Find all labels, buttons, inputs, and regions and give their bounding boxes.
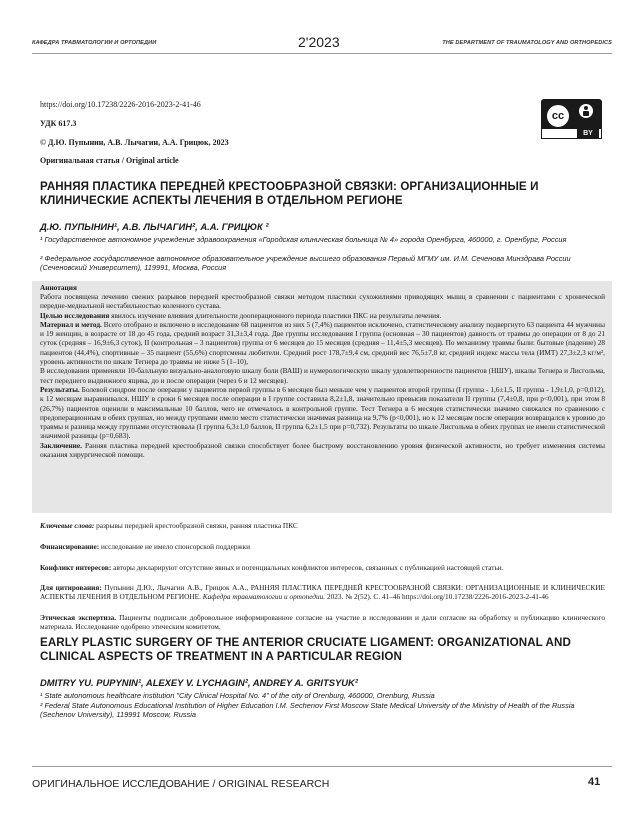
cc-license-badge[interactable] [541,99,602,139]
abstract-methods: Материал и метод. Всего отобрано и включено в исследование 68 пациентов из них 5 (7,4%) пациентов исключено, статистическому анализу подвергнуто 63 пациента 44 мужчины и 19 женщин, в возрасте от 18 до 45 года, средний возраст 31,3±3,4 года. Две группы исследования I группа (основная – 30 пациентов) давность от травмы до операции от 8 до 21 суток (средняя – 16,9±6,3 суток), II (контрольная – 3 пациентов) группа от 6 месяцев до 15 месяцев (средняя – 11,4±5,3 месяцев). По механизму травмы были: бытовые (падение) 28 пациентов (44,4%), спортивные – 35 пациент (55,6%) спортсмены любители. Средний рост 178,7±9,4 см, средний вес 76,5±7,8 кг, средний индекс массы тела (ИМТ) 27,3±2,3 кг/м², уровень активности по шкале Тегнера до травмы не ниже 5 (1–10), [40,319,605,367]
funding: Финансирование: исследование не имело спонсорской поддержки [40,542,250,551]
copyright: © Д.Ю. Пупынин, А.В. Лычагин, А.А. Грицюк, 2023 [40,138,229,147]
page-number: 41 [588,776,601,788]
affiliation-en-2: ² Federal State Autonomous Educational Institution of Higher Education I.M. Sechenov First Moscow State Medical University of the Ministry of Health of the Russia (Sechenov University), 119991 Moscow, Russia [40,701,575,720]
journal-name-en: THE DEPARTMENT OF TRAUMATOLOGY AND ORTHOPEDICS [442,40,612,46]
footer-divider [32,766,612,767]
abstract-heading [40,283,605,292]
abstract-conclusion: Заключение. Ранняя пластика передней крестообразной связки способствует более быстрому восстановлению уровня физической активности, но требует изменения системы оказания хирургической помощи. [40,440,605,460]
title-ru-line-2: КЛИНИЧЕСКИЕ АСПЕКТЫ ЛЕЧЕНИЯ В ОТДЕЛЬНОМ РЕГИОНЕ [40,194,403,207]
keywords: Ключевые слова: разрывы передней крестообразной связки, ранняя пластика ПКС [40,521,298,530]
affiliation-ru-2: ² Федеральное государственное автономное образовательное учреждение высшего образования Первый МГМУ им. И.М. Сеченова Минздрава России (Сеченовский Университет), 119991, Москва, Россия [40,254,571,273]
section-label: ОРИГИНАЛЬНОЕ ИССЛЕДОВАНИЕ / ORIGINAL RESEARCH [32,778,330,790]
by-label: BY [577,129,599,138]
udk: УДК 617.3 [40,119,77,128]
cc-icon: cc [545,103,571,129]
title-ru-line-1: РАННЯЯ ПЛАСТИКА ПЕРЕДНЕЙ КРЕСТООБРАЗНОЙ СВЯЗКИ: ОРГАНИЗАЦИОННЫЕ И [40,180,539,193]
abstract-body [40,292,605,459]
doi-link[interactable]: https://doi.org/10.17238/2226-2016-2023-2-41-46 [40,100,201,109]
title-en-line-1: EARLY PLASTIC SURGERY OF THE ANTERIOR CRUCIATE LIGAMENT: ORGANIZATIONAL AND [40,636,571,649]
journal-name-ru: КАФЕДРА ТРАВМАТОЛОГИИ И ОРТОПЕДИИ [32,40,157,46]
abstract-intro: Работа посвящена лечению свежих разрывов передней крестообразной связки методом пластики сухожилиями приводящих мышц в сравнении с пациентами с хронической передне-медиальной нестабильностью коленного сустава. [40,292,605,311]
title-en-line-2: CLINICAL ASPECTS OF TREATMENT IN A PARTICULAR REGION [40,650,403,663]
abstract-results: Результаты. Болевой синдром после операции у пациентов первой группы в 6 месяцев был меньше чем у пациентов второй группы (I группа - 1,6±1,5, II группа - 1,9±1,0, р=0,012), к 12 месяцам выравнивался. НШУ в сроки 6 месяцев после операции в I группе составила 8,2±1,8, значительно превысив показатели II группы (7,4±0,8, при р<0,001), при этом 8 (26,7%) пациентов оценили в максимальные 10 баллов, чего не отмечалось в контрольной группе. Тест Тегнера в 6 месяцев статистически значимо снижался по сравнению с предоперационным в обеих группах, но между группами имело место статистически значимая разница на 9,7% (р<0,001), но к 12 месяцам после операции возвращался к уровню до травмы и разница между группами отсутствовала (I группа 6,3±1,0 баллов, II группа 6,2±1,5 при р=0,732). Результаты по шкале Лисгольма в обеих группах не имели статистической значимой разницы (р=0,683). [40,384,605,441]
article-title-ru [40,180,605,208]
issue-number: 2'2023 [298,34,340,50]
header-divider [32,53,612,54]
affiliation-ru-1: ¹ Государственное автономное учреждение здравоохранения «Городская клиническая больница № 4» города Оренбурга, 460000, г. Оренбург, Россия [40,235,567,244]
authors-en: DMITRY YU. PUPYNIN¹, ALEXEY V. LYCHAGIN², ANDREY A. GRITSYUK² [40,677,358,688]
citation: Для цитирования: Пупынин Д.Ю., Лычагин А.В., Грицюк А.А., РАННЯЯ ПЛАСТИКА ПЕРЕДНЕЙ КРЕСТООБРАЗНОЙ СВЯЗКИ: ОРГАНИЗАЦИОННЫЕ И КЛИНИЧЕСКИЕ АСПЕКТЫ ЛЕЧЕНИЯ В ОТДЕЛЬНОМ РЕГИОНЕ. Кафедра травматологии и ортопедии. 2023. № 2(52). С. 41–46 https://doi.org/10.17238/2226-2016-2023-2-41-46 [40,583,605,602]
article-type: Оригинальная статья / Original article [40,156,179,165]
ethics: Этическая экспертиза. Пациенты подписали добровольное информированное согласие на участие в исследовании и дали согласие на обработку и публикацию клинического материала. Исследование одобрено этическим комитетом. [40,613,606,632]
affiliation-en-1: ¹ State autonomous healthcare institution "City Clinical Hospital No. 4" of the city of Orenburg, 460000, Orenburg, Russia [40,691,435,700]
abstract-aim: Целью исследования явилось изучение влияния длительности дооперационного периода пластики ПКС на результаты лечения. [40,310,442,320]
article-title-en [40,636,610,664]
conflict-of-interest: Конфликт интересов: авторы декларируют отсутствие явных и потенциальных конфликтов интересов, связанных с публикацией настоящей статьи. [40,563,504,572]
person-icon [579,104,593,118]
abstract-label: Аннотация [40,283,77,292]
abstract-methods-2: В исследовании применяли 10-балльную визуально-аналоговую шкалу боли (ВАШ) и нумерологическую шкалу удовлетворенности пациентов (НШУ), шкалы Тегнера и Лисгольма, тест переднего выдвижного ящика, до и после операции (через 6 и 12 месяцев). [40,366,605,385]
authors-ru: Д.Ю. ПУПЫНИН¹, А.В. ЛЫЧАГИН², А.А. ГРИЦЮК ² [40,221,269,232]
